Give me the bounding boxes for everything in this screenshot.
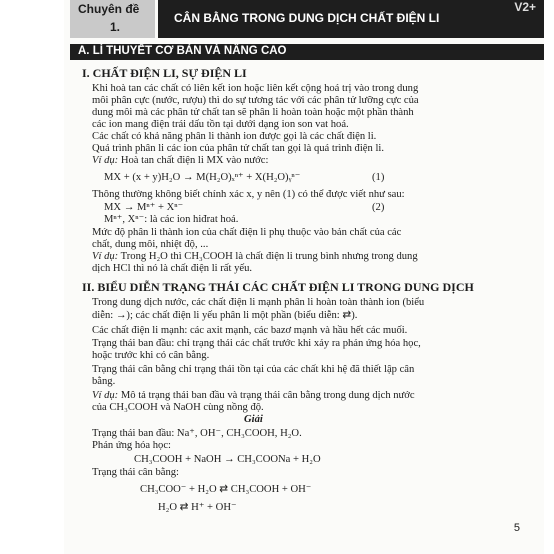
- part1-line: môi phân cực (nước, rượu) thì do sự tương tác với các phân tử lưỡng cực của: [92, 95, 419, 106]
- part1-line: dung môi mà các phân tử chất tan sẽ phân li hoàn toàn hoặc một phần thành: [92, 107, 414, 118]
- part2-line: diễn: →); các chất điện li yếu phân li một phần (biểu diễn: ⇄).: [92, 310, 358, 321]
- part2-line: Trạng thái cân bằng chỉ trạng thái tồn tại của các chất khi hệ đã thiết lập cân: [92, 364, 415, 375]
- part1-line: chất, dung môi, nhiệt độ, ...: [92, 239, 209, 250]
- example-1: [92, 155, 268, 167]
- chapter-tab: [70, 0, 155, 38]
- part1-line: Các chất có khả năng phân li thành ion được gọi là các chất điện li.: [92, 131, 377, 142]
- equation-2: MX → Mⁿ⁺ + Xⁿ⁻: [104, 202, 184, 213]
- equation-2-note: Mⁿ⁺, Xⁿ⁻: là các ion hiđrat hoá.: [104, 214, 239, 225]
- example-label: Ví dụ:: [92, 390, 119, 401]
- initial-state: Trạng thái ban đầu: Na⁺, OH⁻, CH₃COOH, H₂O.: [92, 428, 302, 439]
- example-3-cont: của CH₃COOH và NaOH cùng nồng độ.: [92, 402, 264, 413]
- part1-line: Quá trình phân li các ion của phân tử chất tan gọi là quá trình điện li.: [92, 143, 384, 154]
- example-3: [92, 390, 415, 402]
- equilibrium-label: Trạng thái cân bằng:: [92, 467, 179, 478]
- equation-3: CH₃COOH + NaOH → CH₃COONa + H₂O: [134, 454, 321, 465]
- part1-line: các ion mang điện trái dấu tồn tại dưới dạng ion son vat hoá.: [92, 119, 349, 130]
- page-number: 5: [513, 522, 520, 534]
- equation-1: MX + (x + y)H₂O → M(H₂O)ₓⁿ⁺ + X(H₂O)ᵧⁿ⁻: [104, 172, 301, 183]
- solution-label: Giải: [244, 414, 263, 425]
- section-a-title: A. LÍ THUYẾT CƠ BẢN VÀ NÂNG CAO: [78, 45, 287, 57]
- example-label: Ví dụ:: [92, 155, 119, 166]
- chapter-number: 1.: [110, 20, 121, 34]
- part2-line: bằng.: [92, 376, 116, 387]
- example-2: [92, 251, 418, 263]
- part2-heading: II. BIỂU DIỄN TRẠNG THÁI CÁC CHẤT ĐIỆN LI TRONG DUNG DỊCH: [82, 280, 474, 294]
- example-text: Mô tả trạng thái ban đầu và trạng thái cân bằng trong dung dịch nước: [120, 390, 415, 401]
- equation-2-number: (2): [372, 202, 385, 213]
- corner-mark: V2+: [514, 0, 536, 14]
- example-text: Trong H₂O thì CH₃COOH là chất điện li trung bình nhưng trong dung: [120, 251, 418, 262]
- equation-5: H₂O ⇄ H⁺ + OH⁻: [158, 502, 237, 513]
- equation-1-number: (1): [372, 172, 385, 183]
- part1-line: Mức độ phân li thành ion của chất điện li phụ thuộc vào bản chất của các: [92, 227, 402, 238]
- part1-heading: I. CHẤT ĐIỆN LI, SỰ ĐIỆN LI: [82, 66, 247, 80]
- example-2-cont: dịch HCl thì nó là chất điện li rất yếu.: [92, 263, 253, 274]
- chapter-label: Chuyên đề: [78, 2, 140, 16]
- reaction-label: Phản ứng hóa học:: [92, 440, 172, 451]
- example-label: Ví dụ:: [92, 251, 119, 262]
- part2-line: Trong dung dịch nước, các chất điện li mạnh phân li hoàn toàn thành ion (biểu: [92, 297, 425, 308]
- section-a-bar: [70, 44, 544, 60]
- part2-line: Các chất điện li mạnh: các axit mạnh, các bazơ mạnh và hầu hết các muối.: [92, 325, 408, 336]
- part2-line: Trạng thái ban đầu: chỉ trạng thái các chất trước khi xảy ra phản ứng hóa học,: [92, 338, 421, 349]
- chapter-title-bar: [158, 0, 544, 38]
- part1-line: Khi hoà tan các chất có liên kết ion hoặc liên kết cộng hoá trị vào trong dung: [92, 83, 419, 94]
- part2-line: hoặc trước khi có cân bằng.: [92, 350, 210, 361]
- example-text: Hoà tan chất điện li MX vào nước:: [120, 155, 269, 166]
- equation-4: CH₃COO⁻ + H₂O ⇄ CH₃COOH + OH⁻: [140, 484, 312, 495]
- after-equation-1: Thông thường không biết chính xác x, y nên (1) có thể được viết như sau:: [92, 189, 405, 200]
- chapter-title: CÂN BẰNG TRONG DUNG DỊCH CHẤT ĐIỆN LI: [174, 11, 440, 25]
